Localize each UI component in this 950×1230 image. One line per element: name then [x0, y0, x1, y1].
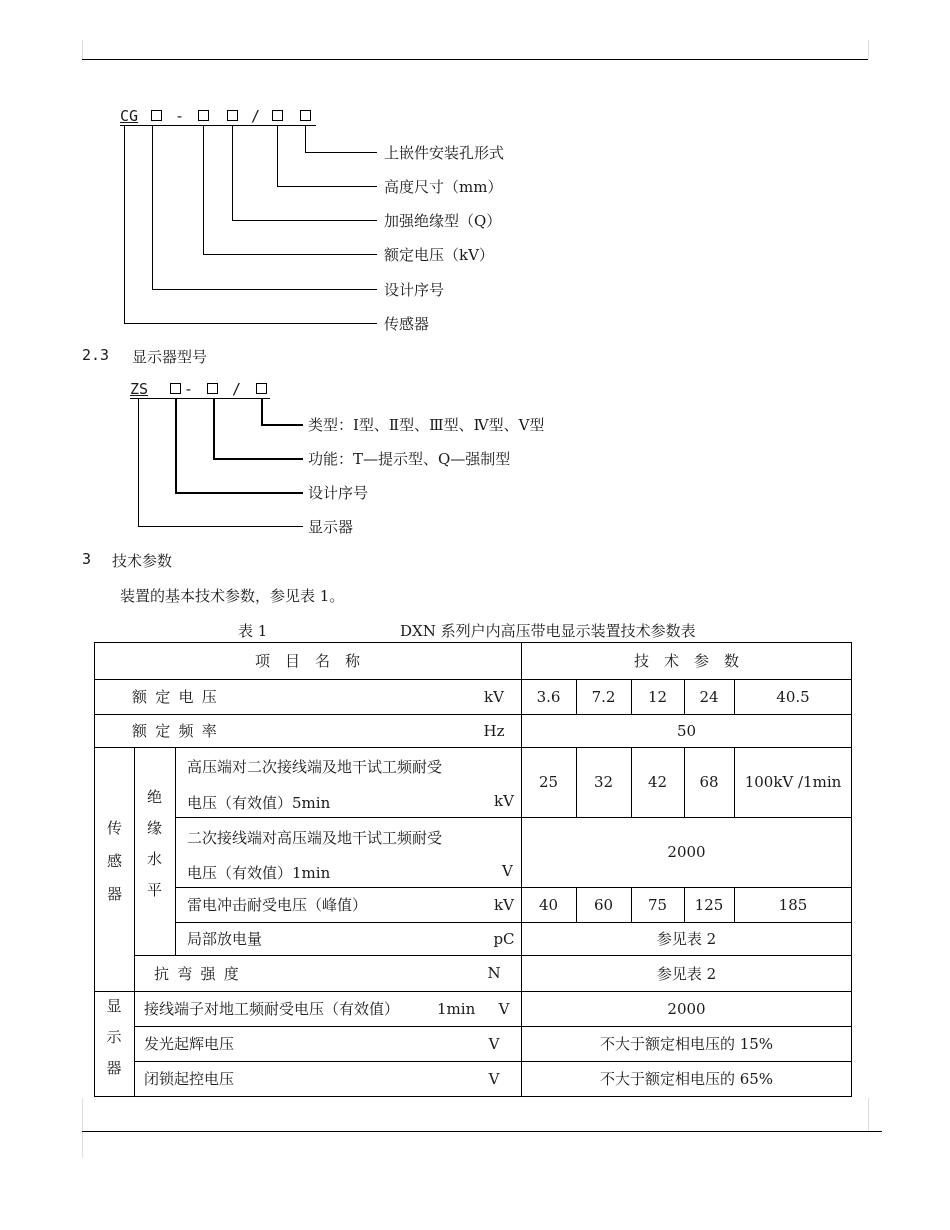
power-freq-1-value: 25: [538, 773, 559, 791]
footer-margin-mark-left: [82, 1098, 83, 1158]
bending-label: 抗弯强度: [154, 964, 248, 983]
glow-unit: V: [488, 1034, 500, 1053]
rated-voltage-value: 24: [699, 687, 719, 706]
leader-v6: [124, 125, 125, 323]
rated-voltage-value: 12: [647, 687, 668, 706]
header-margin-mark-left: [82, 40, 83, 59]
section-2-3-number: 2.3: [82, 346, 110, 364]
section-2-3-title: 显示器型号: [132, 348, 208, 366]
label-display-function: 功能：T—提示型、Q—强制型: [308, 450, 511, 468]
footer-margin-mark-right: [868, 1098, 869, 1132]
section-3-number: 3: [82, 550, 92, 568]
lock-value: 不大于额定相电压的 65%: [599, 1070, 774, 1088]
power-freq-1-value: 68: [699, 773, 719, 791]
rated-voltage-unit: kV: [484, 687, 504, 706]
display-leader-h1: [261, 424, 303, 426]
bending-value: 参见表 2: [656, 964, 717, 983]
terminal-label: 接线端子对地工频耐受电压（有效值）: [144, 1000, 400, 1018]
power-freq-1-unit: kV: [494, 792, 514, 810]
leader-h1: [305, 152, 377, 153]
footer-rule: [82, 1131, 882, 1132]
label-insert-hole: 上嵌件安装孔形式: [384, 144, 505, 162]
power-freq-2-line1: 二次接线端对高压端及地干试工频耐受: [187, 829, 443, 847]
label-design-no: 设计序号: [384, 281, 445, 299]
terminal-unit: V: [498, 999, 510, 1018]
display-separator-dash: -: [184, 380, 194, 398]
table-caption-number: 表 1: [238, 622, 268, 640]
partial-discharge-value: 参见表 2: [656, 930, 717, 948]
label-rated-voltage: 额定电压（kV）: [384, 246, 494, 264]
rated-voltage-value: 7.2: [591, 687, 616, 706]
impulse-label: 雷电冲击耐受电压（峰值）: [187, 896, 368, 914]
insulation-group-text: 绝缘水平: [145, 789, 163, 913]
display-code-underline: [130, 398, 270, 399]
leader-v4: [203, 125, 204, 254]
terminal-suffix: 1min: [437, 999, 476, 1018]
display-leader-h3: [175, 492, 303, 494]
leader-v1: [305, 125, 306, 152]
header-rule: [82, 59, 868, 60]
terminal-value: 2000: [667, 999, 706, 1018]
table-caption-title: DXN 系列户内高压带电显示装置技术参数表: [400, 622, 696, 640]
leader-v2: [277, 125, 278, 186]
label-display-design-no: 设计序号: [308, 484, 369, 502]
label-height: 高度尺寸（mm）: [384, 178, 503, 196]
display-leader-v1: [261, 398, 263, 425]
partial-discharge-label: 局部放电量: [187, 930, 263, 948]
lock-unit: V: [488, 1069, 500, 1088]
display-group-label: [94, 991, 134, 1097]
intro-paragraph: 装置的基本技术参数，参见表 1。: [120, 587, 345, 605]
display-code-prefix: ZS: [130, 380, 149, 398]
bending-unit: N: [487, 964, 501, 982]
leader-v3: [232, 125, 233, 220]
code-box-1: [151, 110, 162, 121]
power-freq-1-line1: 高压端对二次接线端及地干试工频耐受: [187, 758, 443, 776]
leader-v5: [152, 125, 153, 289]
header-margin-mark-right: [868, 40, 869, 59]
rated-voltage-label: 额定电压: [132, 688, 226, 706]
display-code-box-2: [207, 383, 218, 394]
impulse-value: 125: [694, 895, 724, 914]
label-sensor: 传感器: [384, 315, 430, 333]
display-group-text: 显示器: [104, 997, 123, 1091]
label-display-type: 类型：Ⅰ型、Ⅱ型、Ⅲ型、Ⅳ型、Ⅴ型: [308, 416, 545, 434]
code-separator-slash: /: [251, 107, 261, 125]
code-box-3: [227, 110, 238, 121]
power-freq-1-value: 32: [593, 773, 614, 791]
power-freq-1-value: 100kV /1min: [744, 773, 842, 791]
code-box-4: [272, 110, 283, 121]
power-freq-2-value: 2000: [667, 843, 706, 861]
leader-h4: [203, 254, 377, 255]
display-leader-h2: [213, 458, 303, 460]
power-freq-2-line2: 电压（有效值）1min: [187, 864, 331, 882]
header-tech-params: 技 术 参 数: [633, 652, 739, 670]
display-leader-v3: [175, 398, 177, 493]
display-separator-slash: /: [232, 380, 242, 398]
insulation-group-label: [134, 747, 175, 955]
leader-h5: [152, 289, 377, 290]
impulse-unit: kV: [494, 895, 514, 914]
power-freq-2-unit: V: [502, 862, 513, 880]
display-code-box-3: [256, 383, 267, 394]
code-separator-dash: -: [175, 107, 185, 125]
rated-freq-value: 50: [676, 721, 697, 740]
power-freq-1-line2: 电压（有效值）5min: [187, 794, 331, 812]
display-leader-v2: [213, 398, 215, 459]
leader-h6: [124, 323, 377, 324]
tech-params-table: [94, 642, 852, 1097]
leader-h2: [277, 186, 377, 187]
rated-voltage-value: 40.5: [776, 687, 810, 706]
glow-label: 发光起辉电压: [144, 1035, 235, 1053]
impulse-value: 40: [538, 895, 559, 914]
sensor-code-prefix: CG: [120, 107, 139, 125]
leader-h3: [232, 220, 377, 221]
section-3-title: 技术参数: [112, 552, 173, 570]
display-code-box-1: [170, 383, 181, 394]
code-box-2: [198, 110, 209, 121]
impulse-value: 60: [593, 895, 614, 914]
power-freq-1-value: 42: [647, 773, 668, 791]
sensor-group-label: [94, 747, 134, 991]
rated-freq-unit: Hz: [483, 721, 505, 740]
header-item-name: 项 目 名 称: [254, 652, 360, 670]
display-leader-v4: [138, 398, 139, 526]
impulse-value: 185: [778, 895, 808, 914]
sensor-group-text: 传感器: [105, 819, 123, 919]
label-reinforced: 加强绝缘型（Q）: [384, 212, 502, 230]
label-display: 显示器: [308, 518, 354, 536]
rated-freq-label: 额定频率: [132, 722, 226, 740]
glow-value: 不大于额定相电压的 15%: [599, 1035, 774, 1053]
rated-voltage-value: 3.6: [536, 687, 561, 706]
display-leader-h4: [138, 526, 303, 527]
code-box-5: [300, 110, 311, 121]
code-underline: [120, 125, 316, 126]
lock-label: 闭锁起控电压: [144, 1070, 235, 1088]
impulse-value: 75: [647, 895, 668, 914]
partial-discharge-unit: pC: [493, 929, 515, 948]
